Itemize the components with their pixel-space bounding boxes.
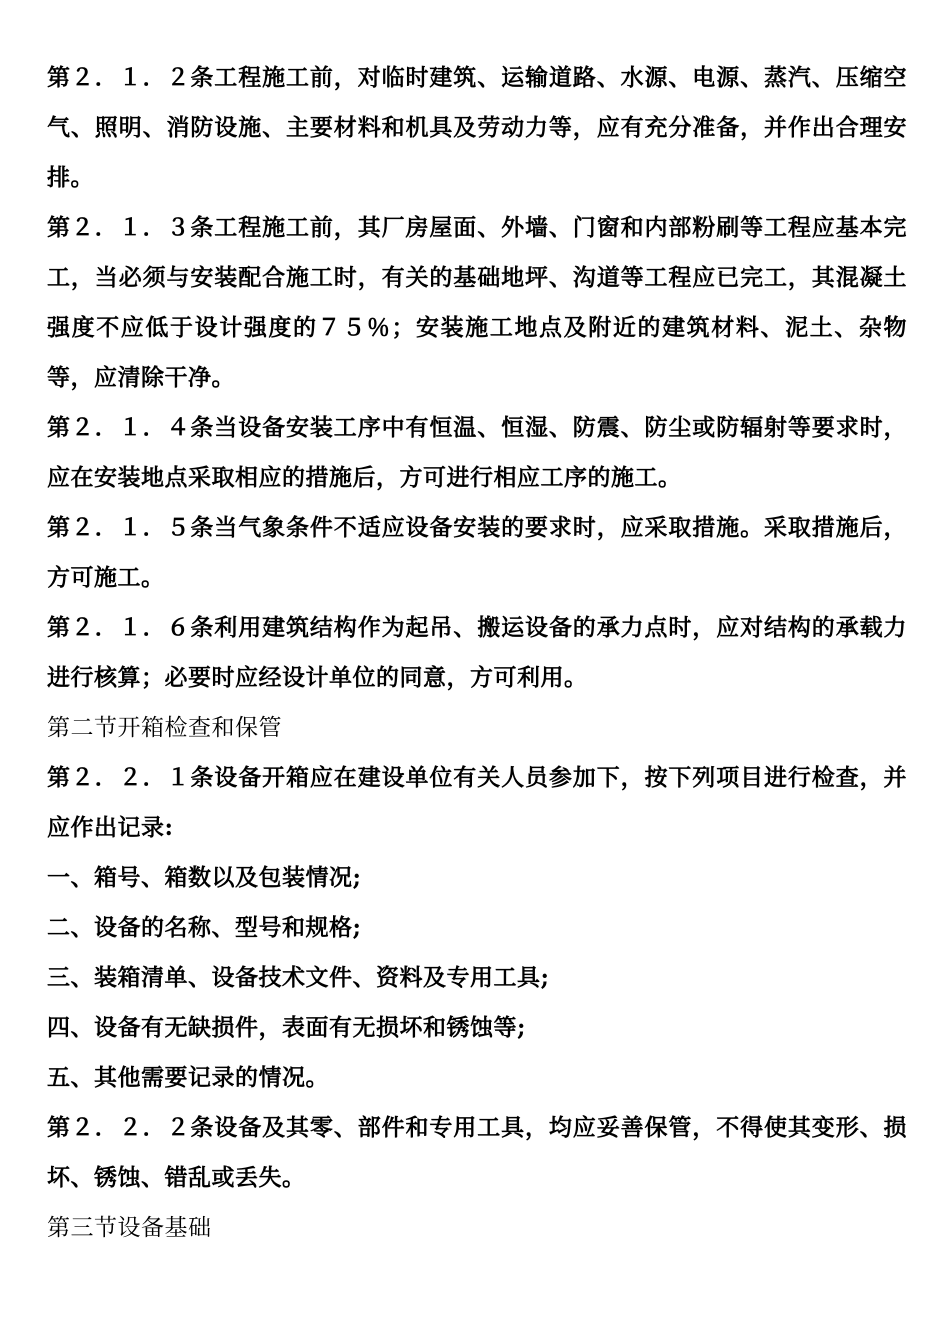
list-item-3: 三、装箱清单、设备技术文件、资料及专用工具; <box>47 964 550 991</box>
clause-2-2-2: 第２．２．２条设备及其零、部件和专用工具，均应妥善保管，不得使其变形、损坏、锈蚀、错乱或丢失。 <box>47 1114 907 1191</box>
clause-2-2-1: 第２．２．１条设备开箱应在建设单位有关人员参加下，按下列项目进行检查，并应作出记录: <box>47 764 907 841</box>
clause-2-1-5: 第２．１．５条当气象条件不适应设备安装的要求时，应采取措施。采取措施后，方可施工。 <box>47 514 907 591</box>
clause-2-1-6: 第２．１．６条利用建筑结构作为起吊、搬运设备的承力点时，应对结构的承载力进行核算；必要时应经设计单位的同意，方可利用。 <box>47 614 907 691</box>
clause-2-1-2: 第２．１．２条工程施工前，对临时建筑、运输道路、水源、电源、蒸汽、压缩空气、照明、消防设施、主要材料和机具及劳动力等，应有充分准备，并作出合理安排。 <box>47 64 907 191</box>
clause-2-1-3: 第２．１．３条工程施工前，其厂房屋面、外墙、门窗和内部粉刷等工程应基本完工，当必须与安装配合施工时，有关的基础地坪、沟道等工程应已完工，其混凝土强度不应低于设计强度的７５％；安装施工地点及附近的建筑材料、泥土、杂物等，应清除干净。 <box>47 214 907 391</box>
document-page <box>47 53 907 1253</box>
list-item-5: 五、其他需要记录的情况。 <box>47 1064 329 1091</box>
section-heading-3: 第三节设备基础 <box>47 1215 212 1241</box>
list-item-2: 二、设备的名称、型号和规格; <box>47 914 362 941</box>
clause-2-1-4: 第２．１．４条当设备安装工序中有恒温、恒湿、防震、防尘或防辐射等要求时，应在安装地点采取相应的措施后，方可进行相应工序的施工。 <box>47 414 907 491</box>
list-item-4: 四、设备有无缺损件，表面有无损坏和锈蚀等; <box>47 1014 526 1041</box>
list-item-1: 一、箱号、箱数以及包装情况; <box>47 864 362 891</box>
section-heading-2: 第二节开箱检查和保管 <box>47 715 282 741</box>
